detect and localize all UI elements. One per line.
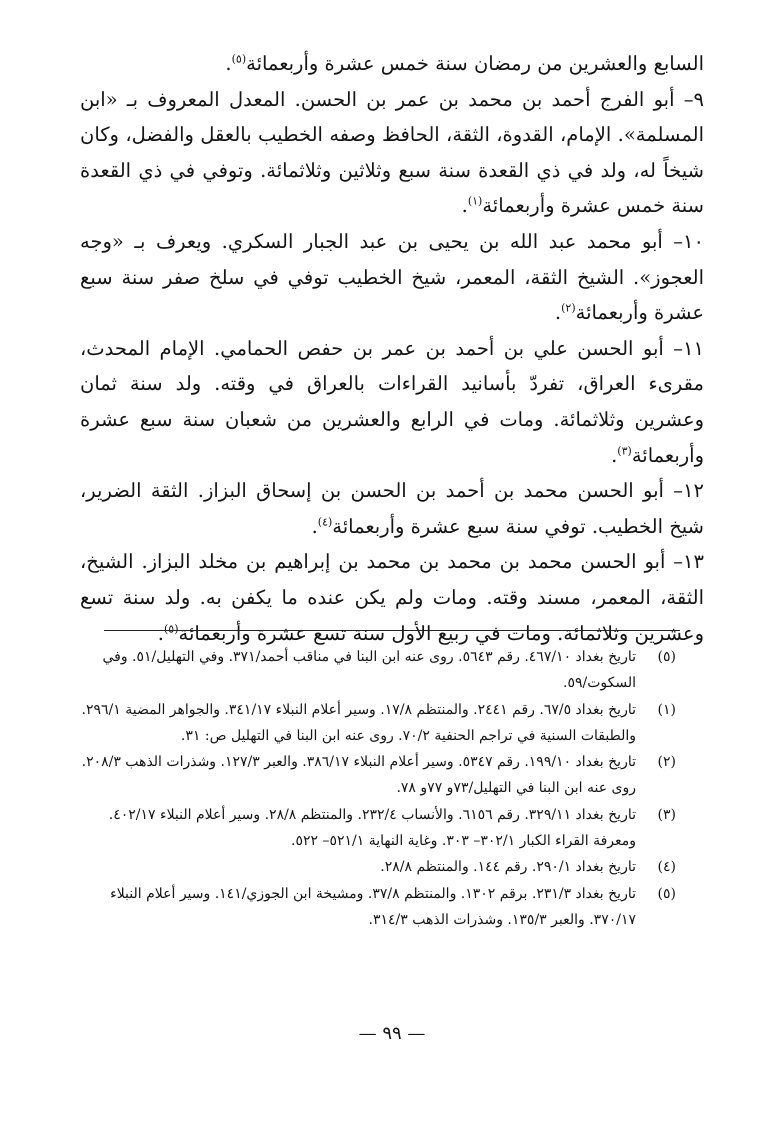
footnote-text: تاريخ بغداد ٢٣١/٣. برقم ١٣٠٢. والمنتظم ٣٧/٨. ومشيخة ابن الجوزي/١٤١. وسير أعلام النبلاء ٣٧٠/١٧. والعبر ١٣٥/٣. وشذرات الذهب ٣١٤/٣. <box>110 885 636 928</box>
footnote <box>66 697 676 750</box>
paragraph-1: السابع والعشرين من رمضان سنة خمس عشرة وأربعمائة$^{(٥)}$. <box>225 52 704 75</box>
footnote-number: (٥) <box>657 649 676 665</box>
footnote-ref[interactable]: (٣) <box>617 444 632 458</box>
entry-11: ١١– أبو الحسن علي بن أحمد بن عمر بن حفص الحمامي. الإمام المحدث، مقرىء العراق، تفردّ بأسانيد القراءات بالعراق في وقته. ولد سنة ثمان وعشرين وثلاثمائة. ومات في الرابع والعشرين من شعبان سنة سبع عشرة وأربعمائة$^{(٣)}$. <box>80 336 704 467</box>
footnote <box>66 644 676 697</box>
main-text <box>80 46 704 651</box>
footnote-text: تاريخ بغداد ٢٩٠/١. رقم ١٤٤. والمنتظم ٢٨/٨. <box>380 859 636 876</box>
footnote-text: تاريخ بغداد ٤٦٧/١٠. رقم ٥٦٤٣. روى عنه ابن البنا في مناقب أحمد/٣٧١. وفي التهليل/٥١. وفي السكوت/٥٩. <box>102 649 636 692</box>
footnote <box>66 881 676 934</box>
entry-12: ١٢– أبو الحسن محمد بن أحمد بن الحسن بن إسحاق البزاز. الثقة الضرير، شيخ الخطيب. توفي سنة سبع عشرة وأربعمائة$^{(٤)}$. <box>80 479 704 538</box>
footnote-separator <box>104 630 680 631</box>
footnote-number: (٥) <box>657 885 676 902</box>
footnote-ref[interactable]: (٢) <box>561 301 576 315</box>
footnote-number: (٢) <box>657 754 676 771</box>
page-number: — ٩٩ — <box>358 1023 426 1044</box>
entry-9: ٩– أبو الفرج أحمد بن محمد بن عمر بن الحسن. المعدل المعروف بـ «ابن المسلمة». الإمام، القدوة، الثقة، الحافظ وصفه الخطيب بالعقل والفضل، وكان شيخاً له، ولد في ذي القعدة سنة سبع وثلاثين وثلاثمائة. وتوفي في ذي القعدة سنة خمس عشرة وأربعمائة$^{(١)}$. <box>80 87 704 218</box>
footnote-ref[interactable]: (١) <box>467 194 483 208</box>
footnote-ref[interactable]: (٤) <box>317 515 333 529</box>
footnote-ref[interactable]: (٥) <box>231 52 247 66</box>
footnote-text: تاريخ بغداد ٦٧/٥. رقم ٢٤٤١. والمنتظم ١٧/٨. وسير أعلام النبلاء ٣٤١/١٧. والجواهر المضية ٢٩٦/١. والطبقات السنية في تراجم الحنفية ٧٠/٢. روى عنه ابن البنا في التهليل ص: ٣١. <box>81 701 636 744</box>
footnote-number: (٤) <box>657 859 676 876</box>
entry-13: ١٣– أبو الحسن محمد بن محمد بن محمد بن إبراهيم بن مخلد البزاز. الشيخ، الثقة، المعمر، مسند وقته. ومات ولم يكن عنده ما يكفن به. ولد سنة تسع وعشرين وثلاثمائة. ومات في ربيع الأول سنة تسع عشرة وأربعمائة$^{(٥)}$. <box>80 550 704 645</box>
footnote <box>66 854 676 880</box>
footnote <box>66 802 676 855</box>
footnote-text: تاريخ بغداد ٣٢٩/١١. رقم ٦١٥٦. والأنساب ٢٣٢/٤. والمنتظم ٢٨/٨. وسير أعلام النبلاء ٤٠٢/١٧. ومعرفة القراء الكبار ٣٠٢/١– ٣٠٣. وغاية النهاية ٥٢١/١– ٥٢٢. <box>108 806 636 850</box>
entry-10: ١٠– أبو محمد عبد الله بن يحيى بن عبد الجبار السكري. ويعرف بـ «وجه العجوز». الشيخ الثقة، المعمر، شيخ الخطيب توفي في سلخ صفر سنة سبع عشرة وأربعمائة$^{(٢)}$. <box>80 229 704 325</box>
footnote-ref[interactable]: (٥) <box>163 622 179 635</box>
footnote-number: (٣) <box>657 806 676 823</box>
footnotes <box>66 644 676 933</box>
footnote <box>66 749 676 802</box>
footnote-number: (١) <box>657 701 676 718</box>
footnote-text: تاريخ بغداد ١٩٩/١٠. رقم ٥٣٤٧. وسير أعلام النبلاء ٣٨٦/١٧. والعبر ١٢٧/٣. وشذرات الذهب ٢٠٨/٣. روى عنه ابن البنا في التهليل/٧٣و ٧٧و ٧٨. <box>81 754 636 797</box>
